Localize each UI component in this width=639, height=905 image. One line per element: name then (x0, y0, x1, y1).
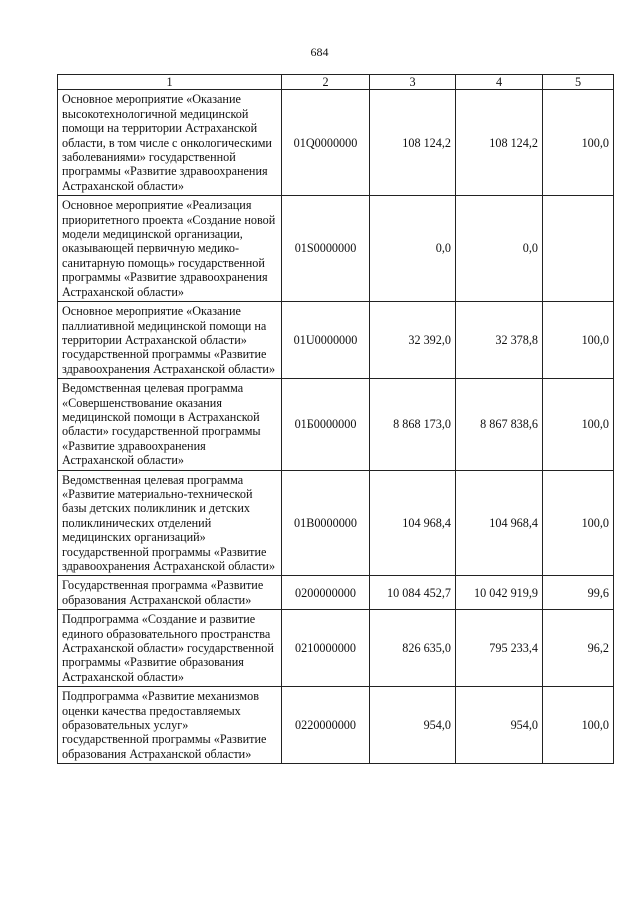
row-actual-cell: 104 968,4 (456, 470, 543, 576)
table-row (58, 610, 614, 687)
row-percent-cell: 99,6 (543, 576, 614, 610)
row-percent-cell: 100,0 (543, 302, 614, 379)
row-code-cell: 0210000000 (282, 610, 370, 687)
row-planned-cell: 826 635,0 (370, 610, 456, 687)
table-row (58, 379, 614, 470)
table-row (58, 196, 614, 302)
row-code-cell: 01U0000000 (282, 302, 370, 379)
row-planned-cell: 954,0 (370, 687, 456, 764)
table-header-row (58, 75, 614, 90)
row-percent-cell: 100,0 (543, 470, 614, 576)
row-name-cell: Основное мероприятие «Оказание высокотехнологичной медицинской помощи на территории Астраханской области, в том числе с онкологическими заболеваниями» государственной программы «Развитие здравоохранения Астраханской области» (58, 90, 282, 196)
row-name-cell: Ведомственная целевая программа «Развитие материально-технической базы детских поликлиник и детских поликлинических отделений медицинских организаций» государственной программы «Развитие здравоохранения Астраханской области» (58, 470, 282, 576)
row-planned-cell: 108 124,2 (370, 90, 456, 196)
row-code-cell: 01В0000000 (282, 470, 370, 576)
row-percent-cell: 100,0 (543, 90, 614, 196)
row-code-cell: 01Q0000000 (282, 90, 370, 196)
row-name-cell: Государственная программа «Развитие образования Астраханской области» (58, 576, 282, 610)
row-planned-cell: 0,0 (370, 196, 456, 302)
row-code-cell: 01S0000000 (282, 196, 370, 302)
row-code-cell: 0220000000 (282, 687, 370, 764)
row-percent-cell: 100,0 (543, 379, 614, 470)
column-header-3: 3 (370, 75, 456, 90)
table-row (58, 576, 614, 610)
row-planned-cell: 104 968,4 (370, 470, 456, 576)
row-planned-cell: 10 084 452,7 (370, 576, 456, 610)
row-planned-cell: 8 868 173,0 (370, 379, 456, 470)
column-header-1: 1 (58, 75, 282, 90)
row-name-cell: Основное мероприятие «Реализация приоритетного проекта «Создание новой модели медицинской организации, оказывающей первичную медико-санитарную помощь» государственной программы «Развитие здравоохранения Астраханской области» (58, 196, 282, 302)
page-number: 684 (310, 45, 329, 59)
table-row (58, 90, 614, 196)
row-percent-cell (543, 196, 614, 302)
table-row (58, 470, 614, 576)
row-percent-cell: 100,0 (543, 687, 614, 764)
table-row (58, 687, 614, 764)
row-percent-cell: 96,2 (543, 610, 614, 687)
row-code-cell: 01Б0000000 (282, 379, 370, 470)
row-planned-cell: 32 392,0 (370, 302, 456, 379)
budget-table (57, 74, 614, 764)
row-actual-cell: 8 867 838,6 (456, 379, 543, 470)
column-header-5: 5 (543, 75, 614, 90)
row-actual-cell: 0,0 (456, 196, 543, 302)
table-row (58, 302, 614, 379)
row-name-cell: Основное мероприятие «Оказание паллиативной медицинской помощи на территории Астраханской области» государственной программы «Развитие здравоохранения Астраханской области» (58, 302, 282, 379)
row-code-cell: 0200000000 (282, 576, 370, 610)
row-actual-cell: 32 378,8 (456, 302, 543, 379)
row-actual-cell: 10 042 919,9 (456, 576, 543, 610)
column-header-4: 4 (456, 75, 543, 90)
row-actual-cell: 954,0 (456, 687, 543, 764)
row-actual-cell: 108 124,2 (456, 90, 543, 196)
row-name-cell: Ведомственная целевая программа «Совершенствование оказания медицинской помощи в Астраханской области» государственной программы «Развитие здравоохранения Астраханской области» (58, 379, 282, 470)
row-name-cell: Подпрограмма «Создание и развитие единого образовательного пространства Астраханской области» государственной программы «Развитие образования Астраханской области» (58, 610, 282, 687)
row-name-cell: Подпрограмма «Развитие механизмов оценки качества предоставляемых образовательных услуг» государственной программы «Развитие образования Астраханской области» (58, 687, 282, 764)
row-actual-cell: 795 233,4 (456, 610, 543, 687)
column-header-2: 2 (282, 75, 370, 90)
